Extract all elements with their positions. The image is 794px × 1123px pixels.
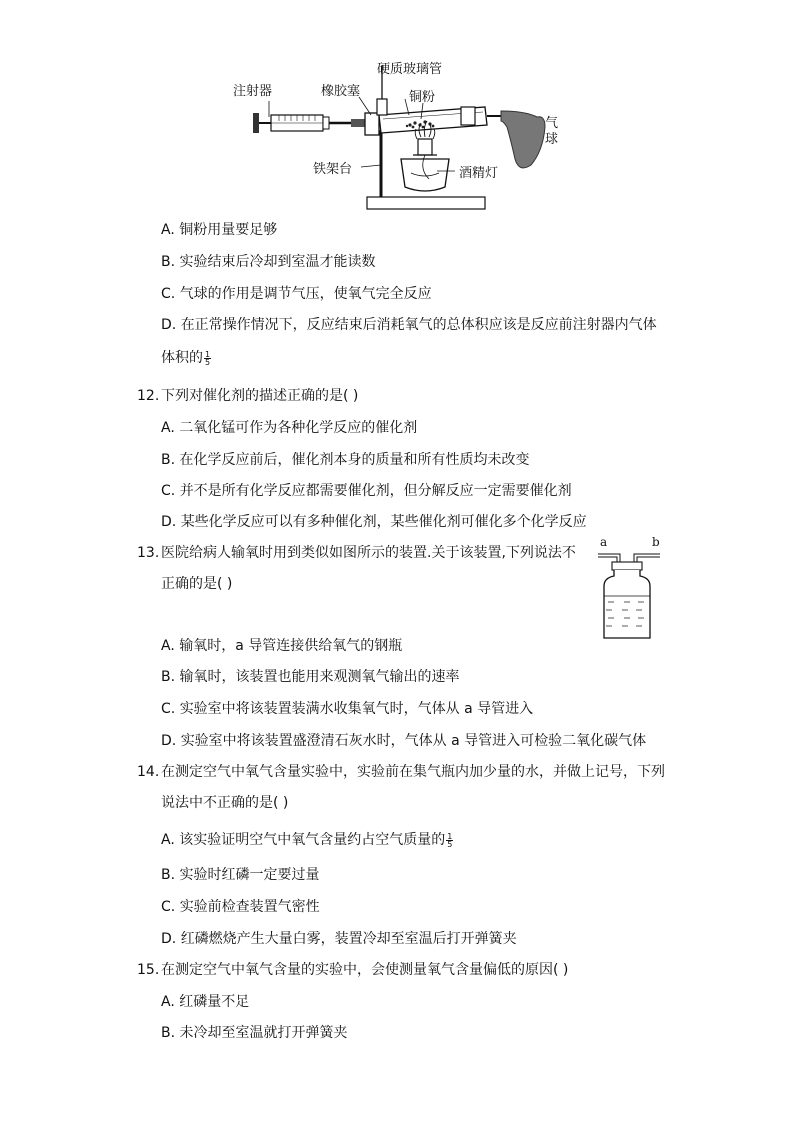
- tube-b-label: b: [652, 535, 660, 549]
- q11-option-d: D. 在正常操作情况下，反应结束后消耗氧气的总体积应该是反应前注射器内气体: [161, 317, 657, 333]
- q14-option-a: A. 该实验证明空气中氧气含量约占空气质量的 $\frac{1}{5}$: [161, 831, 453, 849]
- balloon-label-1: 气: [545, 116, 559, 131]
- q14-stem: 14. 在测定空气中氧气含量实验中，实验前在集气瓶内加少量的水，并做上记号，下列: [137, 764, 665, 780]
- fraction: $\frac{1}{5}$: [447, 831, 453, 849]
- copper-label: 铜粉: [409, 90, 436, 105]
- q12-option-d: D. 某些化学反应可以有多种催化剂，某些催化剂可催化多个化学反应: [161, 514, 587, 530]
- alcohol-lamp-drawing: [401, 139, 449, 191]
- q13-option-d: D. 实验室中将该装置盛澄清石灰水时，气体从 a 导管进入可检验二氧化碳气体: [161, 733, 647, 749]
- q14-option-c: C. 实验前检查装置气密性: [161, 899, 320, 915]
- q12-option-a: A. 二氧化锰可作为各种化学反应的催化剂: [161, 420, 418, 436]
- q12-stem: 12. 下列对催化剂的描述正确的是( ): [137, 388, 359, 404]
- copper-apparatus-figure: [225, 55, 565, 215]
- syringe-drawing: [253, 113, 365, 133]
- q12-option-b: B. 在化学反应前后，催化剂本身的质量和所有性质均未改变: [161, 452, 530, 468]
- stopper-label: 橡胶塞: [321, 84, 361, 99]
- q11-option-a: A. 铜粉用量要足够: [161, 222, 278, 238]
- q13-option-c: C. 实验室中将该装置装满水收集氧气时，气体从 a 导管进入: [161, 701, 534, 717]
- q13-stem: 13. 医院给病人输氧时用到类似如图所示的装置.关于该装置,下列说法不: [137, 545, 576, 561]
- glass-tube-label: 硬质玻璃管: [377, 62, 443, 77]
- q15-stem: 15. 在测定空气中氧气含量的实验中，会使测量氧气含量偏低的原因( ): [137, 962, 569, 978]
- stand-base: [367, 197, 485, 209]
- q13-stem-continued: 正确的是( ): [161, 576, 233, 592]
- q14-option-b: B. 实验时红磷一定要过量: [161, 867, 320, 883]
- gas-bottle-figure: [594, 534, 674, 644]
- balloon-label-2: 球: [545, 132, 559, 147]
- fraction: $\frac{1}{5}$: [205, 349, 211, 367]
- q14-stem-continued: 说法中不正确的是( ): [161, 795, 289, 811]
- q12-option-c: C. 并不是所有化学反应都需要催化剂，但分解反应一定需要催化剂: [161, 483, 572, 499]
- q14-option-d: D. 红磷燃烧产生大量白雾，装置冷却至室温后打开弹簧夹: [161, 931, 517, 947]
- q11-option-d-continued: 体积的 $\frac{1}{5}$: [161, 349, 211, 367]
- lamp-label: 酒精灯: [459, 166, 499, 181]
- q11-option-b: B. 实验结束后冷却到室温才能读数: [161, 254, 376, 270]
- tube-a-label: a: [600, 535, 608, 549]
- q13-option-b: B. 输氧时，该装置也能用来观测氧气输出的速率: [161, 669, 460, 685]
- q15-option-a: A. 红磷量不足: [161, 994, 250, 1010]
- stand-label: 铁架台: [313, 162, 353, 177]
- balloon-drawing: [501, 111, 545, 168]
- q15-option-b: B. 未冷却至室温就打开弹簧夹: [161, 1025, 348, 1041]
- q13-option-a: A. 输氧时，a 导管连接供给氧气的钢瓶: [161, 638, 403, 654]
- syringe-label: 注射器: [233, 84, 273, 99]
- q11-option-c: C. 气球的作用是调节气压，使氧气完全反应: [161, 286, 432, 302]
